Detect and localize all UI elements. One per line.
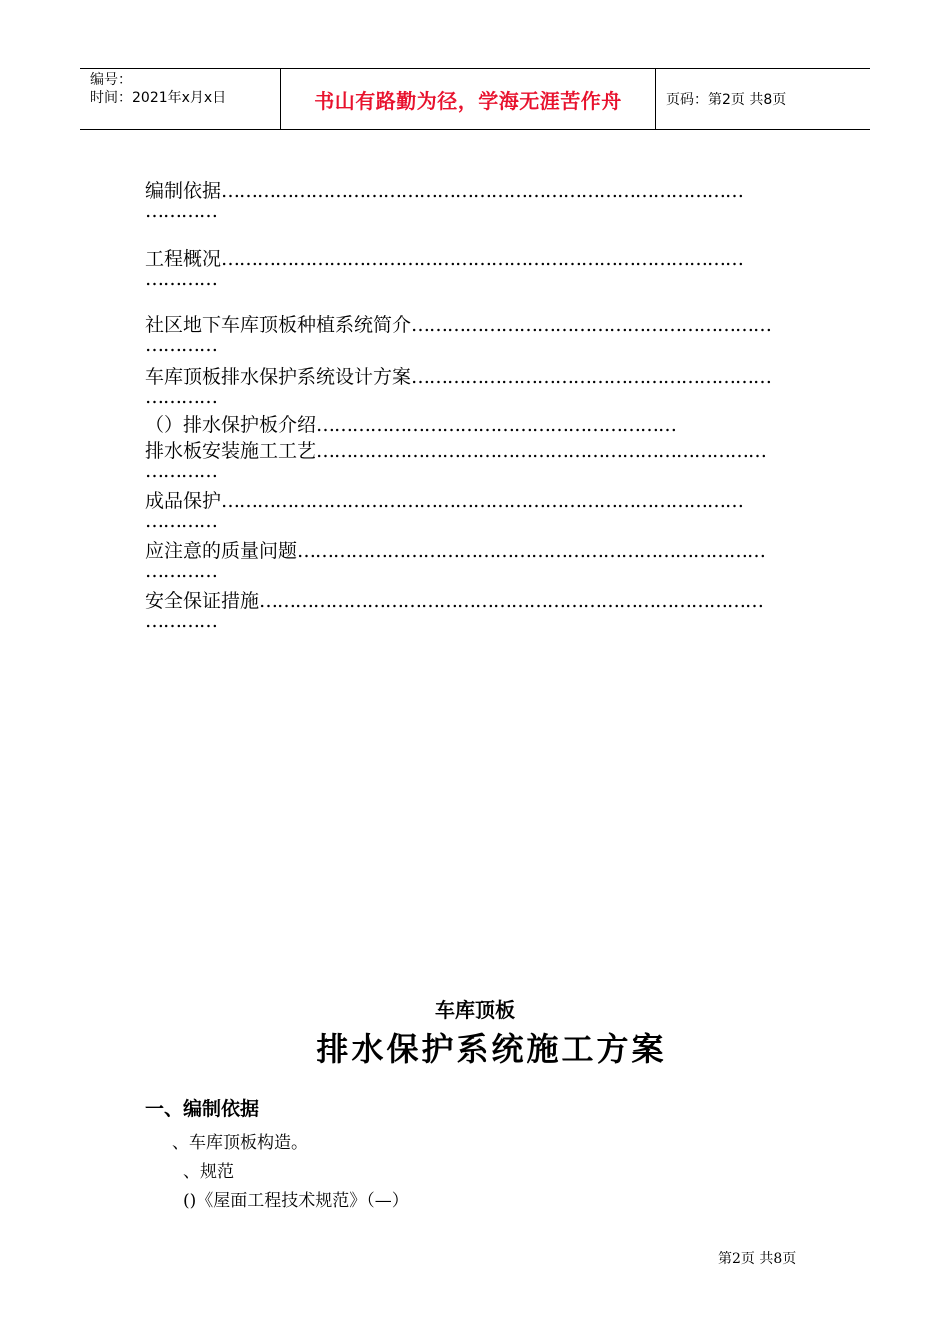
toc-item[interactable] (145, 178, 810, 222)
toc-item-label: 应注意的质量问题 (145, 540, 298, 562)
toc-leader-dots-continued: ………… (145, 460, 217, 482)
toc-item[interactable] (145, 438, 810, 482)
toc-leader-dots: …………………………………………………… (411, 366, 772, 388)
toc-leader-dots: …………………………………………………… (411, 314, 772, 336)
toc-leader-dots-continued: ………… (145, 560, 217, 582)
toc-item-label: 车库顶板排水保护系统设计方案 (145, 366, 412, 388)
toc-item-label: 工程概况 (145, 248, 222, 270)
toc-item-label: 安全保证措施 (145, 590, 260, 612)
toc-leader-dots: …………………………………………………………………………… (221, 490, 744, 512)
toc-item-label: （）排水保护板介绍 (145, 414, 317, 436)
header-page-number: 页码：第2页 共8页 (666, 92, 787, 108)
header-motto: 书山有路勤为径，学海无涯苦作舟 (281, 69, 656, 129)
toc-leader-dots-continued: ………… (145, 610, 217, 632)
toc-leader-dots-continued: ………… (145, 510, 217, 532)
toc-leader-dots: ………………………………………………………………… (316, 440, 767, 462)
toc-item-label: 成品保护 (145, 490, 222, 512)
document-number-label: 编号： (90, 72, 132, 88)
toc-item[interactable] (145, 412, 810, 438)
section-heading: 一、编制依据 (145, 1098, 260, 1120)
document-subtitle: 车库顶板 (435, 998, 515, 1022)
toc-item[interactable] (145, 538, 810, 582)
toc-leader-dots-continued: ………… (145, 334, 217, 356)
body-line: ()《屋面工程技术规范》（—） (183, 1191, 409, 1211)
toc-item-label: 社区地下车库顶板种植系统简介 (145, 314, 412, 336)
toc-leader-dots: …………………………………………………… (316, 414, 677, 436)
toc-item[interactable] (145, 588, 810, 632)
toc-item[interactable] (145, 312, 810, 356)
page-header (80, 68, 870, 130)
body-line: 、车库顶板构造。 (172, 1133, 308, 1153)
page-footer: 第2页 共8页 (718, 1251, 797, 1267)
body-line: 、规范 (183, 1162, 234, 1182)
toc-item[interactable] (145, 488, 810, 532)
toc-leader-dots: ………………………………………………………………………… (259, 590, 764, 612)
toc-leader-dots-continued: ………… (145, 200, 217, 222)
toc-item-label: 编制依据 (145, 180, 222, 202)
toc-leader-dots-continued: ………… (145, 386, 217, 408)
header-meta (80, 69, 281, 129)
toc-leader-dots: …………………………………………………………………………… (221, 180, 744, 202)
document-time-label: 时间：2021年x月x日 (90, 90, 227, 106)
toc-item[interactable] (145, 246, 810, 290)
toc-leader-dots: …………………………………………………………………… (297, 540, 766, 562)
document-title: 排水保护系统施工方案 (316, 1030, 667, 1068)
toc-leader-dots-continued: ………… (145, 268, 217, 290)
toc-item-label: 排水板安装施工工艺 (145, 440, 317, 462)
toc-item[interactable] (145, 364, 810, 408)
toc-leader-dots: …………………………………………………………………………… (221, 248, 744, 270)
